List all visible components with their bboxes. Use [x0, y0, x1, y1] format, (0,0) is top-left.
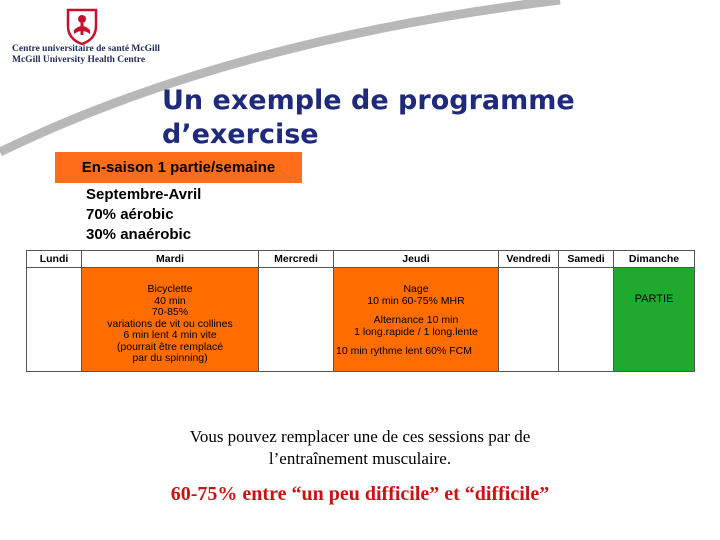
cell-lundi	[27, 268, 82, 372]
mardi-variations: variations de vit ou collines	[107, 317, 233, 330]
muhc-shield-logo-icon	[62, 6, 102, 46]
day-header-samedi: Samedi	[559, 251, 614, 268]
season-period: Septembre-Avril	[86, 186, 202, 203]
day-header-dimanche: Dimanche	[614, 251, 695, 268]
mardi-alternative: (pourrait être remplacé	[116, 340, 224, 353]
day-header-jeudi: Jeudi	[334, 251, 499, 268]
day-header-lundi: Lundi	[27, 251, 82, 268]
dimanche-game-label: PARTIE	[634, 293, 674, 305]
schedule-header-row	[27, 251, 695, 268]
day-header-mardi: Mardi	[82, 251, 259, 268]
cell-dimanche	[614, 268, 695, 372]
day-header-vendredi: Vendredi	[499, 251, 559, 268]
jeudi-alternance: Alternance 10 min	[373, 314, 459, 326]
cell-jeudi	[334, 268, 499, 372]
cell-vendredi	[499, 268, 559, 372]
weekly-schedule-table	[26, 250, 695, 372]
org-name-french: Centre universitaire de santé McGill	[12, 44, 160, 54]
note-line-1: Vous pouvez remplacer une de ces sessions par de	[189, 427, 531, 446]
day-header-mercredi: Mercredi	[259, 251, 334, 268]
mardi-intervals: 6 min lent 4 min vite	[123, 329, 217, 341]
jeudi-warmup: 10 min 60-75% MHR	[367, 294, 465, 307]
cell-samedi	[559, 268, 614, 372]
title-line-2: d’exercise	[162, 119, 319, 150]
organization-name	[12, 44, 182, 66]
note-line-2: l’entraînement musculaire.	[268, 449, 452, 468]
schedule-activity-row	[27, 268, 695, 372]
jeudi-lengths: 1 long.rapide / 1 long.lente	[354, 325, 478, 338]
mardi-duration: 40 min	[154, 294, 186, 307]
season-label: En-saison 1 partie/semaine	[55, 152, 302, 183]
org-name-english: McGill University Health Centre	[12, 55, 146, 65]
substitution-note	[120, 426, 600, 470]
anaerobic-share: 30% anaérobic	[86, 226, 192, 243]
jeudi-cooldown: 10 min rythme lent 60% FCM	[336, 345, 472, 357]
page-title	[162, 84, 702, 152]
intensity-highlight: 60-75% entre “un peu difficile” et “difficile”	[170, 483, 550, 505]
mardi-alternative-detail: par du spinning)	[132, 352, 208, 364]
aerobic-share: 70% aérobic	[86, 206, 174, 223]
mardi-activity: Bicyclette	[147, 283, 193, 295]
cell-mardi	[82, 268, 259, 372]
cell-mercredi	[259, 268, 334, 372]
title-line-1: Un exemple de programme	[162, 85, 575, 116]
jeudi-activity: Nage	[403, 283, 429, 295]
mardi-intensity: 70-85%	[151, 306, 189, 318]
subtitle-block	[86, 185, 201, 245]
